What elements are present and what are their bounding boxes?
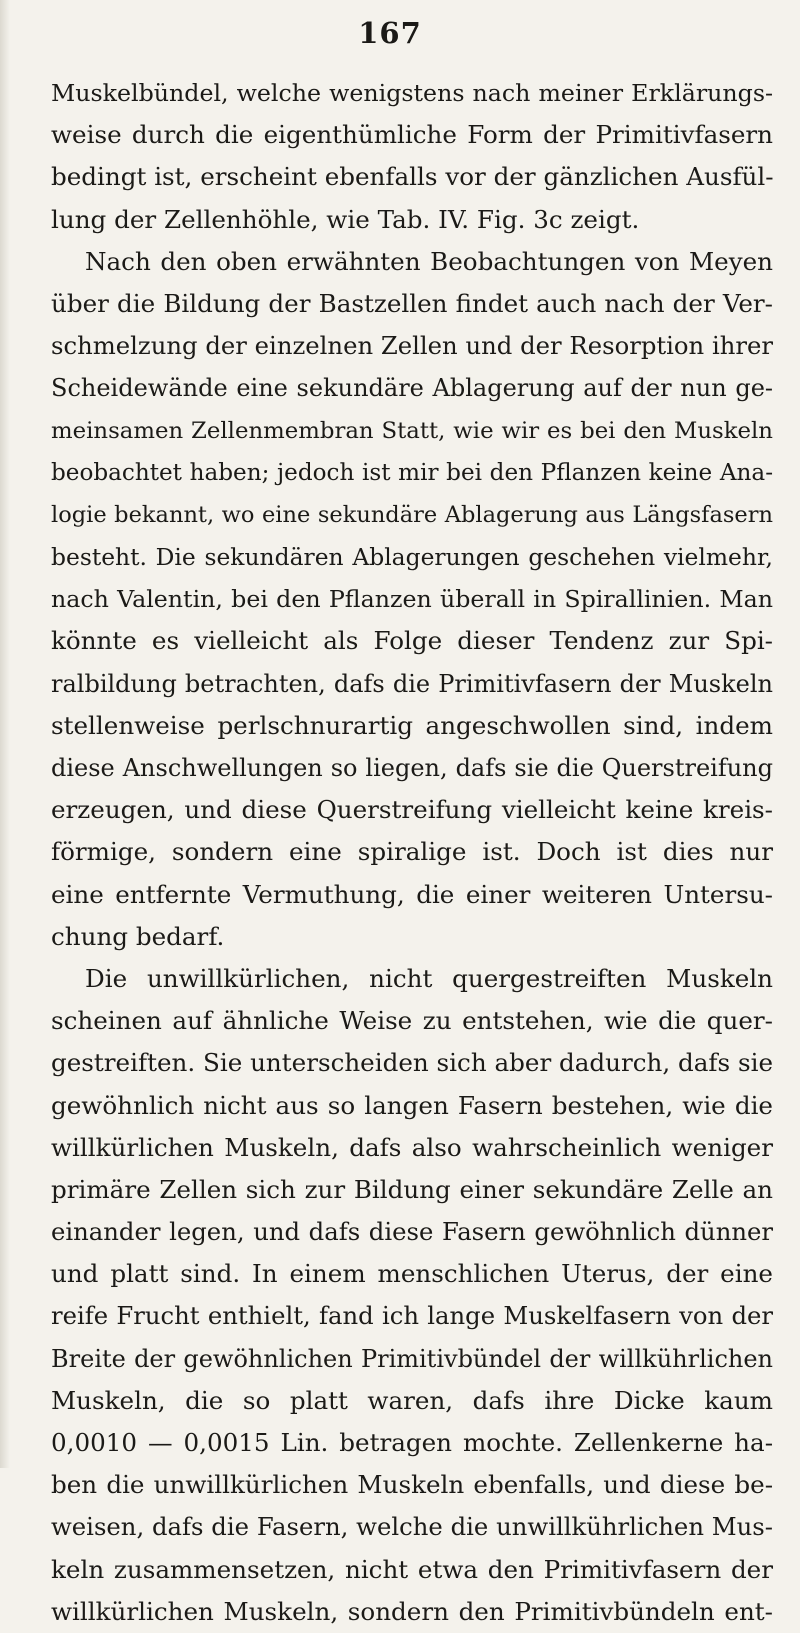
text-line: schmelzung der einzelnen Zellen und der Resorption ihrer <box>51 331 773 361</box>
text-line: reife Frucht enthielt, fand ich lange Muskelfasern von der <box>51 1301 773 1331</box>
text-line: nach Valentin, bei den Pflanzen überall in Spirallinien. Man <box>51 585 773 614</box>
text-line: über die Bildung der Bastzellen findet auch nach der Ver- <box>51 288 773 318</box>
text-line: eine entfernte Vermuthung, die einer weiteren Untersu- <box>51 879 773 909</box>
text-line: Breite der gewöhnlichen Primitivbündel der willkührlichen <box>51 1344 773 1373</box>
text-line: einander legen, und dafs diese Fasern gewöhnlich dünner <box>51 1217 773 1247</box>
text-line: Muskeln, die so platt waren, dafs ihre Dicke kaum <box>51 1385 773 1415</box>
text-line: beobachtet haben; jedoch ist mir bei den Pflanzen keine Ana- <box>51 459 773 486</box>
text-line: Muskelbündel, welche wenigstens nach meiner Erklärungs- <box>51 79 773 107</box>
text-line: stellenweise perlschnurartig angeschwollen sind, indem <box>51 710 773 740</box>
page-left-edge <box>0 0 10 1468</box>
text-line: chung bedarf. <box>51 921 225 951</box>
text-line: weisen, dafs die Fasern, welche die unwillkührlichen Mus- <box>51 1512 773 1542</box>
text-line: primäre Zellen sich zur Bildung einer sekundäre Zelle an <box>51 1174 773 1204</box>
text-line: und platt sind. In einem menschlichen Uterus, der eine <box>51 1259 773 1289</box>
page-number: 167 <box>358 16 422 50</box>
text-line: förmige, sondern eine spiralige ist. Doch ist dies nur <box>51 837 773 867</box>
text-line: ben die unwillkürlichen Muskeln ebenfalls, und diese be- <box>51 1470 773 1500</box>
text-line: Die unwillkürlichen, nicht quergestreiften Muskeln <box>85 963 773 993</box>
text-line: willkürlichen Muskeln, dafs also wahrscheinlich weniger <box>51 1132 773 1162</box>
text-line: weise durch die eigenthümliche Form der Primitivfasern <box>51 120 773 150</box>
text-line: lung der Zellenhöhle, wie Tab. IV. Fig. 3c zeigt. <box>51 204 640 234</box>
text-line: 0,0010 — 0,0015 Lin. betragen mochte. Zellenkerne ha- <box>51 1428 773 1457</box>
body-text <box>51 72 773 1633</box>
text-line: scheinen auf ähnliche Weise zu entstehen, wie die quer- <box>51 1006 773 1036</box>
text-line: gestreiften. Sie unterscheiden sich aber dadurch, dafs sie <box>51 1048 773 1078</box>
text-line: ralbildung betrachten, dafs die Primitivfasern der Muskeln <box>51 669 773 698</box>
text-line: gewöhnlich nicht aus so langen Fasern bestehen, wie die <box>51 1090 773 1120</box>
text-line: besteht. Die sekundären Ablagerungen geschehen vielmehr, <box>51 543 773 572</box>
text-line: bedingt ist, erscheint ebenfalls vor der gänzlichen Ausfül- <box>51 162 774 192</box>
text-line: Nach den oben erwähnten Beobachtungen von Meyen <box>85 246 773 276</box>
text-line: könnte es vielleicht als Folge dieser Tendenz zur Spi- <box>51 626 773 656</box>
text-line: meinsamen Zellenmembran Statt, wie wir es bei den Muskeln <box>51 417 773 444</box>
text-line: keln zusammensetzen, nicht etwa den Primitivfasern der <box>51 1554 773 1584</box>
text-line: willkürlichen Muskeln, sondern den Primitivbündeln ent- <box>51 1596 773 1626</box>
text-line: logie bekannt, wo eine sekundäre Ablagerung aus Längsfasern <box>51 501 773 528</box>
text-line: Scheidewände eine sekundäre Ablagerung auf der nun ge- <box>51 374 773 403</box>
text-line: erzeugen, und diese Querstreifung vielleicht keine kreis- <box>51 795 773 825</box>
text-line: diese Anschwellungen so liegen, dafs sie die Querstreifung <box>51 754 773 782</box>
